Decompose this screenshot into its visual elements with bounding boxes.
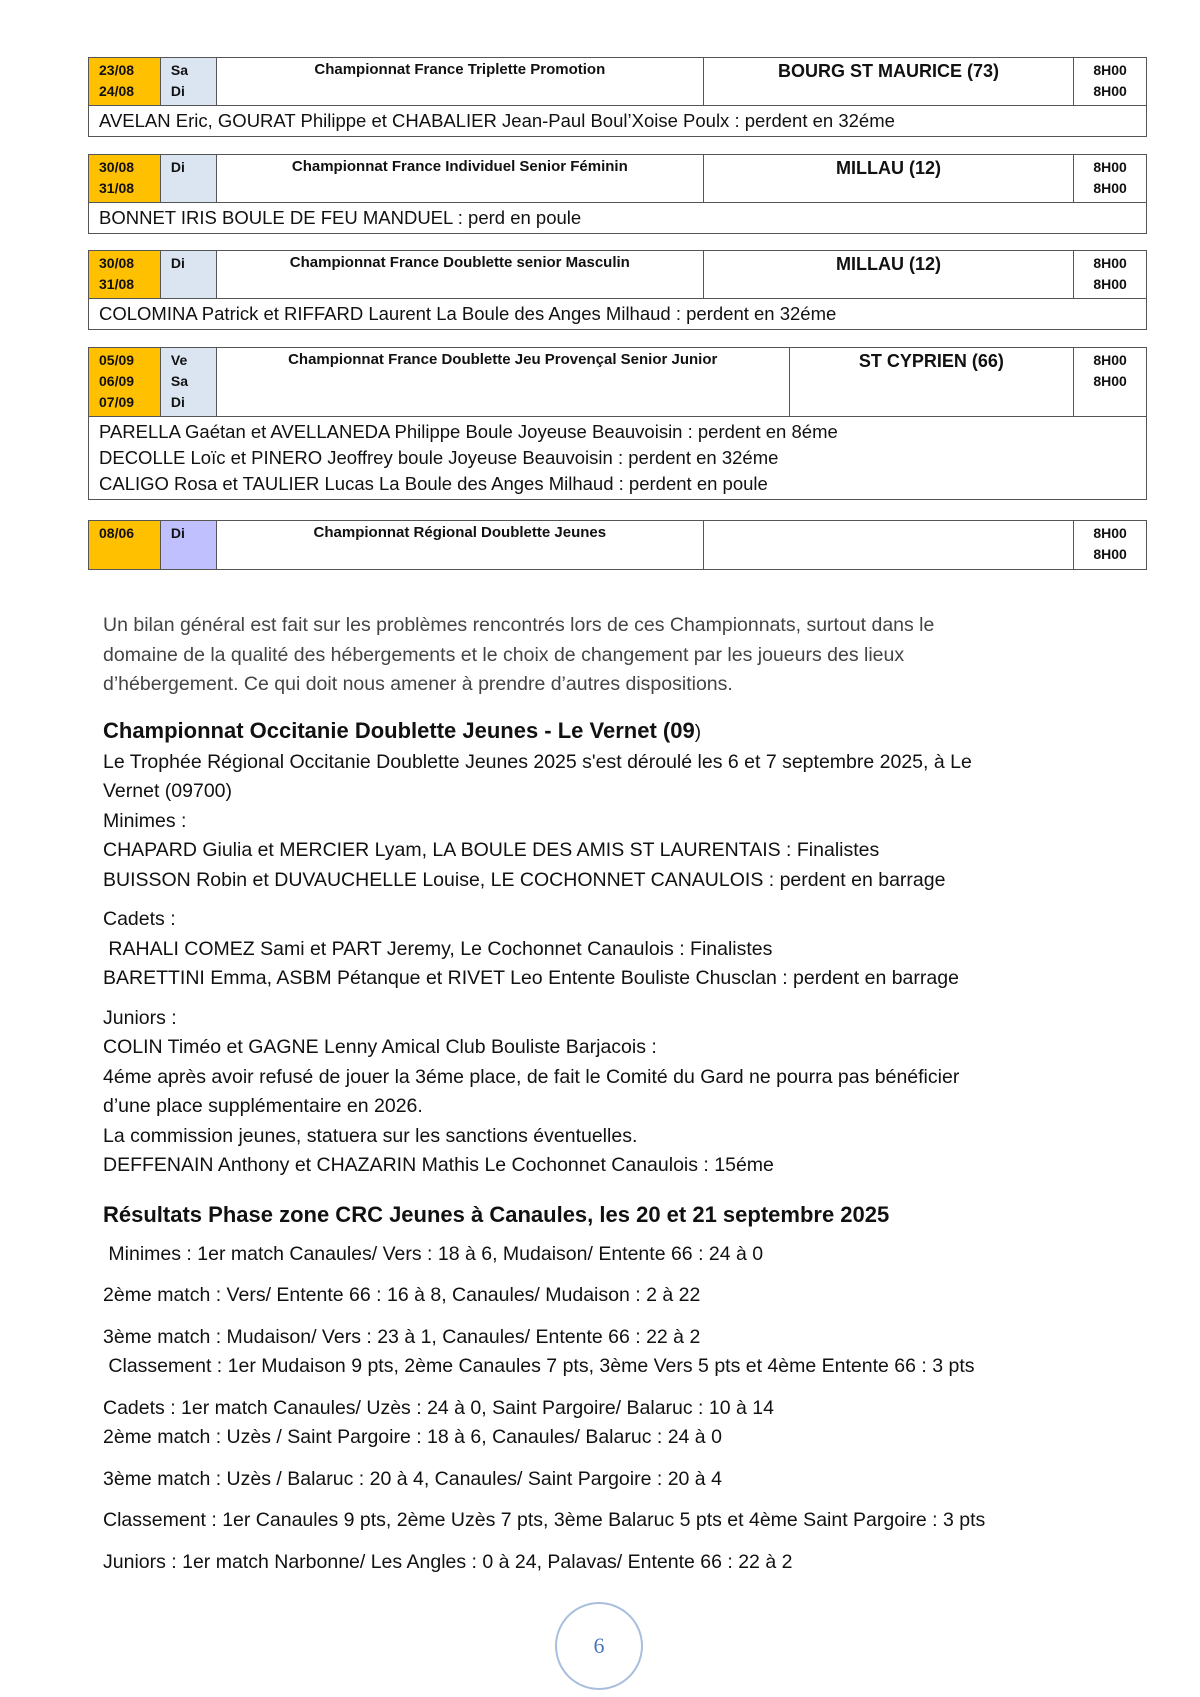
event-place (704, 521, 1074, 569)
heading-paren: ) (694, 722, 702, 743)
event-days (161, 155, 217, 202)
event-day: Di (170, 159, 185, 175)
event-results (89, 203, 1146, 233)
event-title: Championnat Régional Doublette Jeunes (217, 521, 704, 569)
intro-line: Le Trophée Régional Occitanie Doublette Jeunes 2025 s'est déroulé les 6 et 7 septembre 2025, à Le (103, 750, 972, 773)
crc-line: Classement : 1er Canaules 9 pts, 2ème Uzès 7 pts, 3ème Balaruc 5 pts et 4ème Saint Pargoire : 3 pts (103, 1509, 986, 1531)
event-table (88, 57, 1147, 137)
bilan-line: Un bilan général est fait sur les problèmes rencontrés lors de ces Championnats, surtout dans le (103, 614, 935, 636)
crc-line: Juniors : 1er match Narbonne/ Les Angles : 0 à 24, Palavas/ Entente 66 : 22 à 2 (103, 1550, 793, 1573)
event-day: Di (170, 255, 185, 271)
event-days (161, 521, 217, 569)
event-title: Championnat France Triplette Promotion (217, 58, 704, 105)
bilan-line: d’hébergement. Ce qui doit nous amener à prendre d’autres dispositions. (103, 673, 733, 695)
result-line: 4éme après avoir refusé de jouer la 3éme place, de fait le Comité du Gard ne pourra pas bénéficier (103, 1065, 960, 1088)
event-dates (89, 521, 161, 569)
event-dates (89, 58, 161, 105)
event-date: 06/09 (99, 373, 135, 389)
result-line: RAHALI COMEZ Sami et PART Jeremy, Le Cochonnet Canaulois : Finalistes (103, 937, 773, 960)
event-place: ST CYPRIEN (66) (790, 348, 1074, 416)
event-date: 24/08 (99, 83, 135, 99)
event-times (1074, 58, 1146, 105)
crc-line: 3ème match : Mudaison/ Vers : 23 à 1, Canaules/ Entente 66 : 22 à 2 (103, 1325, 701, 1348)
event-days (161, 251, 217, 298)
result-line: CHAPARD Giulia et MERCIER Lyam, LA BOULE DES AMIS ST LAURENTAIS : Finalistes (103, 839, 880, 861)
event-table (88, 520, 1147, 570)
crc-line: 2ème match : Vers/ Entente 66 : 16 à 8, Canaules/ Mudaison : 2 à 22 (103, 1284, 701, 1306)
heading-text: Championnat Occitanie Doublette Jeunes - Le Vernet (09 (103, 718, 695, 743)
category-label: Minimes : (103, 809, 187, 832)
event-times (1074, 251, 1146, 298)
crc-line: 2ème match : Uzès / Saint Pargoire : 18 à 6, Canaules/ Balaruc : 24 à 0 (103, 1426, 722, 1448)
event-time: 8H00 (1093, 546, 1127, 562)
event-time: 8H00 (1093, 352, 1127, 368)
event-day: Ve (170, 352, 188, 368)
event-dates (89, 348, 161, 416)
event-place: BOURG ST MAURICE (73) (704, 58, 1074, 105)
event-time: 8H00 (1093, 83, 1127, 99)
event-dates (89, 251, 161, 298)
result-line: d’une place supplémentaire en 2026. (103, 1095, 423, 1117)
crc-line: 3ème match : Uzès / Balaruc : 20 à 4, Canaules/ Saint Pargoire : 20 à 4 (103, 1467, 722, 1490)
event-place: MILLAU (12) (704, 251, 1074, 298)
event-title: Championnat France Individuel Senior Féminin (217, 155, 704, 202)
event-time: 8H00 (1093, 159, 1127, 175)
bilan-paragraph (103, 611, 1103, 700)
event-results (89, 106, 1146, 136)
event-date: 30/08 (99, 255, 135, 271)
crc-section (103, 1200, 1103, 1577)
event-title: Championnat France Doublette senior Masculin (217, 251, 704, 298)
event-time: 8H00 (1093, 525, 1127, 541)
event-time: 8H00 (1093, 180, 1127, 196)
crc-line: Minimes : 1er match Canaules/ Vers : 18 à 6, Mudaison/ Entente 66 : 24 à 0 (103, 1242, 764, 1265)
event-day: Di (170, 394, 185, 410)
event-time: 8H00 (1093, 276, 1127, 292)
event-table (88, 250, 1147, 330)
event-times (1074, 348, 1146, 416)
event-day: Sa (170, 62, 188, 78)
event-days (161, 58, 217, 105)
crc-line: Classement : 1er Mudaison 9 pts, 2ème Canaules 7 pts, 3ème Vers 5 pts et 4ème Entente 66 : 3 pts (103, 1355, 975, 1377)
event-date: 30/08 (99, 159, 135, 175)
event-table (88, 347, 1147, 500)
result-line: CALIGO Rosa et TAULIER Lucas La Boule des Anges Milhaud : perdent en poule (99, 473, 768, 494)
event-date: 31/08 (99, 180, 135, 196)
result-line: COLOMINA Patrick et RIFFARD Laurent La Boule des Anges Milhaud : perdent en 32éme (99, 303, 837, 324)
event-times (1074, 521, 1146, 569)
event-days (161, 348, 217, 416)
event-results (89, 417, 1146, 499)
event-date: 07/09 (99, 394, 135, 410)
intro-line: Vernet (09700) (103, 780, 233, 802)
bilan-line: domaine de la qualité des hébergements et le choix de changement par les joueurs des lieux (103, 643, 905, 666)
result-line: PARELLA Gaétan et AVELLANEDA Philippe Boule Joyeuse Beauvoisin : perdent en 8éme (99, 421, 838, 442)
result-line: BUISSON Robin et DUVAUCHELLE Louise, LE COCHONNET CANAULOIS : perdent en barrage (103, 868, 946, 891)
result-line: BONNET IRIS BOULE DE FEU MANDUEL : perd en poule (99, 207, 582, 228)
event-day: Di (170, 83, 185, 99)
event-day: Sa (170, 373, 188, 389)
event-time: 8H00 (1093, 255, 1127, 271)
event-table (88, 154, 1147, 234)
result-line: La commission jeunes, statuera sur les sanctions éventuelles. (103, 1124, 638, 1147)
event-date: 23/08 (99, 62, 135, 78)
event-date: 08/06 (99, 525, 135, 541)
event-date: 05/09 (99, 352, 135, 368)
result-line: COLIN Timéo et GAGNE Lenny Amical Club Bouliste Barjacois : (103, 1036, 657, 1058)
event-date: 31/08 (99, 276, 135, 292)
event-dates (89, 155, 161, 202)
event-day: Di (170, 525, 185, 541)
category-label: Juniors : (103, 1006, 177, 1029)
event-times (1074, 155, 1146, 202)
category-label: Cadets : (103, 908, 176, 930)
result-line: DECOLLE Loïc et PINERO Jeoffrey boule Joyeuse Beauvoisin : perdent en 32éme (99, 447, 779, 468)
section-heading: Résultats Phase zone CRC Jeunes à Canaules, les 20 et 21 septembre 2025 (103, 1202, 890, 1227)
event-place: MILLAU (12) (704, 155, 1074, 202)
result-line: DEFFENAIN Anthony et CHAZARIN Mathis Le Cochonnet Canaulois : 15éme (103, 1154, 774, 1176)
result-line: BARETTINI Emma, ASBM Pétanque et RIVET Leo Entente Bouliste Chusclan : perdent en barrage (103, 967, 959, 989)
page-number: 6 (555, 1602, 643, 1690)
event-title: Championnat France Doublette Jeu Provençal Senior Junior (217, 348, 790, 416)
section-heading (103, 716, 1103, 748)
event-results (89, 299, 1146, 329)
result-line: AVELAN Eric, GOURAT Philippe et CHABALIER Jean-Paul Boul’Xoise Poulx : perdent en 32éme (99, 110, 895, 131)
crc-line: Cadets : 1er match Canaules/ Uzès : 24 à 0, Saint Pargoire/ Balaruc : 10 à 14 (103, 1396, 774, 1419)
event-time: 8H00 (1093, 373, 1127, 389)
event-time: 8H00 (1093, 62, 1127, 78)
occitanie-section (103, 716, 1103, 1181)
